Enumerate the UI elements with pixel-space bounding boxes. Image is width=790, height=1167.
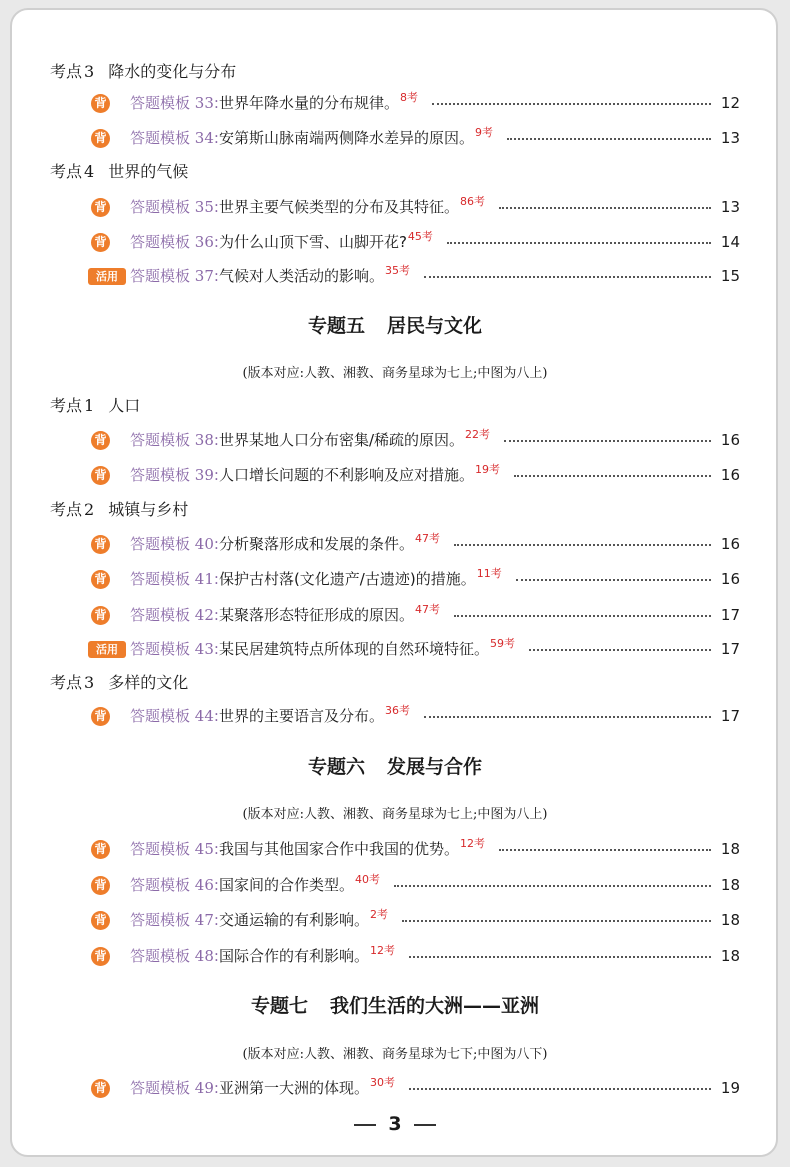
entry-text <box>130 1076 395 1102</box>
entry-title: 国际合作的有利影响。 <box>218 947 369 965</box>
page-ref: 15 <box>720 267 740 285</box>
leader-dots <box>507 138 711 140</box>
topic-number: 专题五 <box>307 315 365 337</box>
template-word: 答题模板 <box>130 535 191 553</box>
section-label: 考点 <box>50 396 83 415</box>
entry-title: 安第斯山脉南端两侧降水差异的原因。 <box>218 129 474 147</box>
template-word: 答题模板 <box>130 267 191 285</box>
topic-name: 居民与文化 <box>387 315 483 337</box>
exam-count: 36考 <box>384 704 410 717</box>
exam-count: 12考 <box>459 837 485 850</box>
section-heading <box>0 394 790 418</box>
template-label: 答题模板 48: <box>130 947 219 965</box>
entry-title: 我国与其他国家合作中我国的优势。 <box>218 840 459 858</box>
recite-badge: 背 <box>91 707 110 726</box>
page-ref: 18 <box>720 840 740 858</box>
section-name: 多样的文化 <box>108 673 189 692</box>
entry-title: 交通运输的有利影响。 <box>218 911 369 929</box>
template-word: 答题模板 <box>130 911 191 929</box>
entry-title: 某民居建筑特点所体现的自然环境特征。 <box>218 640 489 658</box>
template-word: 答题模板 <box>130 129 191 147</box>
page-ref: 17 <box>720 606 740 624</box>
section-number: 1 <box>84 396 95 415</box>
section-number: 4 <box>84 162 95 181</box>
leader-dots <box>424 716 711 718</box>
template-number: 45 <box>194 840 214 858</box>
page-ref: 18 <box>720 911 740 929</box>
entry-text <box>130 230 433 256</box>
template-word: 答题模板 <box>130 606 191 624</box>
section-heading-text <box>50 498 188 522</box>
page-ref: 16 <box>720 535 740 553</box>
entry-text <box>130 603 440 629</box>
toc-entry[interactable] <box>0 944 790 968</box>
toc-entry[interactable] <box>0 91 790 115</box>
recite-badge: 背 <box>91 1079 110 1098</box>
exam-count: 8考 <box>399 91 418 104</box>
page-ref: 16 <box>720 431 740 449</box>
page-ref: 18 <box>720 947 740 965</box>
template-label: 答题模板 45: <box>130 840 219 858</box>
leader-dots <box>432 103 711 105</box>
template-number: 46 <box>194 876 214 894</box>
section-name: 降水的变化与分布 <box>108 62 237 81</box>
template-word: 答题模板 <box>130 466 191 484</box>
entry-text <box>130 91 418 117</box>
template-number: 36 <box>194 233 214 251</box>
template-label: 答题模板 43: <box>130 640 219 658</box>
leader-dots <box>409 956 711 958</box>
recite-badge: 背 <box>91 233 110 252</box>
template-word: 答题模板 <box>130 876 191 894</box>
entry-text <box>130 428 490 454</box>
entry-text <box>130 264 410 290</box>
exam-count: 35考 <box>384 264 410 277</box>
exam-count: 19考 <box>474 463 500 476</box>
page-ref: 17 <box>720 707 740 725</box>
entry-title: 保护古村落(文化遗产/古遗迹)的措施。 <box>218 570 476 588</box>
toc-entry[interactable] <box>0 603 790 627</box>
entry-text <box>130 873 380 899</box>
entry-title: 气候对人类活动的影响。 <box>218 267 384 285</box>
page-ref: 13 <box>720 129 740 147</box>
template-number: 34 <box>194 129 214 147</box>
section-heading <box>0 671 790 695</box>
leader-dots <box>409 1088 711 1090</box>
toc-entry[interactable] <box>0 195 790 219</box>
section-heading <box>0 160 790 184</box>
entry-text <box>130 837 485 863</box>
template-label: 答题模板 36: <box>130 233 219 251</box>
template-word: 答题模板 <box>130 431 191 449</box>
template-number: 48 <box>194 947 214 965</box>
entry-text <box>130 637 515 663</box>
version-note: (版本对应:人教、湘教、商务星球为七上;中图为八上) <box>242 366 548 381</box>
exam-count: 11考 <box>476 567 502 580</box>
entry-title: 人口增长问题的不利影响及应对措施。 <box>218 466 474 484</box>
toc-entry[interactable] <box>0 704 790 728</box>
recite-badge: 背 <box>91 876 110 895</box>
template-word: 答题模板 <box>130 1079 191 1097</box>
entry-text <box>130 126 493 152</box>
section-heading <box>0 60 790 84</box>
page-ref: 12 <box>720 94 740 112</box>
page-ref: 13 <box>720 198 740 216</box>
template-word: 答题模板 <box>130 570 191 588</box>
template-word: 答题模板 <box>130 640 191 658</box>
exam-count: 86考 <box>459 195 485 208</box>
template-label: 答题模板 39: <box>130 466 219 484</box>
entry-title: 世界主要气候类型的分布及其特征。 <box>218 198 459 216</box>
apply-badge: 活用 <box>88 268 126 285</box>
entry-text <box>130 463 500 489</box>
section-heading-text <box>50 60 236 84</box>
exam-count: 45考 <box>407 230 433 243</box>
topic-title <box>0 312 790 340</box>
leader-dots <box>499 849 711 851</box>
toc-entry[interactable] <box>0 873 790 897</box>
entry-text <box>130 944 395 970</box>
entry-title: 国家间的合作类型。 <box>218 876 354 894</box>
template-label: 答题模板 34: <box>130 129 219 147</box>
template-number: 39 <box>194 466 214 484</box>
toc-entry[interactable] <box>0 908 790 932</box>
recite-badge: 背 <box>91 94 110 113</box>
leader-dots <box>529 649 711 651</box>
exam-count: 22考 <box>465 428 491 441</box>
toc-entry[interactable] <box>0 637 790 661</box>
template-number: 47 <box>194 911 214 929</box>
page-ref: 14 <box>720 233 740 251</box>
recite-badge: 背 <box>91 431 110 450</box>
toc-entry[interactable] <box>0 126 790 150</box>
entry-title: 分析聚落形成和发展的条件。 <box>218 535 414 553</box>
template-label: 答题模板 37: <box>130 267 219 285</box>
entry-title: 某聚落形态特征形成的原因。 <box>218 606 414 624</box>
leader-dots <box>499 207 711 209</box>
template-number: 43 <box>194 640 214 658</box>
template-word: 答题模板 <box>130 198 191 216</box>
section-number: 3 <box>84 673 95 692</box>
page-ref: 16 <box>720 466 740 484</box>
leader-dots <box>447 242 711 244</box>
apply-badge: 活用 <box>88 641 126 658</box>
toc-entry[interactable] <box>0 532 790 556</box>
leader-dots <box>454 544 711 546</box>
entry-title: 亚洲第一大洲的体现。 <box>218 1079 369 1097</box>
exam-count: 40考 <box>354 873 380 886</box>
section-name: 世界的气候 <box>108 162 189 181</box>
topic-number: 专题七 <box>250 995 308 1017</box>
template-label: 答题模板 41: <box>130 570 219 588</box>
template-number: 38 <box>194 431 214 449</box>
template-label: 答题模板 35: <box>130 198 219 216</box>
template-label: 答题模板 40: <box>130 535 219 553</box>
topic-name: 我们生活的大洲——亚洲 <box>330 995 540 1017</box>
template-word: 答题模板 <box>130 233 191 251</box>
topic-title <box>0 992 790 1020</box>
exam-count: 9考 <box>474 126 493 139</box>
leader-dots <box>516 579 711 581</box>
section-label: 考点 <box>50 162 83 181</box>
template-number: 49 <box>194 1079 214 1097</box>
leader-dots <box>514 475 711 477</box>
template-label: 答题模板 47: <box>130 911 219 929</box>
section-label: 考点 <box>50 62 83 81</box>
page-ref: 19 <box>720 1079 740 1097</box>
entry-title: 世界的主要语言及分布。 <box>218 707 384 725</box>
toc-entry[interactable] <box>0 567 790 591</box>
entry-title: 世界年降水量的分布规律。 <box>218 94 399 112</box>
topic-title <box>0 753 790 781</box>
section-heading-text <box>50 394 140 418</box>
exam-count: 47考 <box>414 603 440 616</box>
entry-title: 为什么山顶下雪、山脚开花? <box>218 233 407 251</box>
template-number: 41 <box>194 570 214 588</box>
entry-text <box>130 195 485 221</box>
recite-badge: 背 <box>91 911 110 930</box>
recite-badge: 背 <box>91 606 110 625</box>
template-label: 答题模板 33: <box>130 94 219 112</box>
toc-entry[interactable] <box>0 837 790 861</box>
entry-text <box>130 704 410 730</box>
section-name: 城镇与乡村 <box>108 500 189 519</box>
section-number: 2 <box>84 500 95 519</box>
recite-badge: 背 <box>91 466 110 485</box>
section-heading-text <box>50 160 188 184</box>
recite-badge: 背 <box>91 947 110 966</box>
exam-count: 12考 <box>369 944 395 957</box>
leader-dots <box>424 276 711 278</box>
topic-number: 专题六 <box>307 756 365 778</box>
page-ref: 17 <box>720 640 740 658</box>
leader-dots <box>454 615 711 617</box>
template-label: 答题模板 46: <box>130 876 219 894</box>
topic-name: 发展与合作 <box>387 756 483 778</box>
template-word: 答题模板 <box>130 947 191 965</box>
exam-count: 30考 <box>369 1076 395 1089</box>
entry-text <box>130 532 440 558</box>
version-note: (版本对应:人教、湘教、商务星球为七上;中图为八上) <box>242 807 548 822</box>
section-label: 考点 <box>50 673 83 692</box>
page-ref: 18 <box>720 876 740 894</box>
section-number: 3 <box>84 62 95 81</box>
page-number: 3 <box>0 1111 790 1137</box>
recite-badge: 背 <box>91 198 110 217</box>
template-number: 44 <box>194 707 214 725</box>
template-number: 35 <box>194 198 214 216</box>
entry-title: 世界某地人口分布密集/稀疏的原因。 <box>218 431 465 449</box>
section-heading-text <box>50 671 188 695</box>
toc-entry[interactable] <box>0 428 790 452</box>
leader-dots <box>394 885 711 887</box>
toc-entry[interactable] <box>0 1076 790 1100</box>
entry-text <box>130 567 502 593</box>
leader-dots <box>402 920 711 922</box>
toc-entry[interactable] <box>0 264 790 288</box>
exam-count: 47考 <box>414 532 440 545</box>
page-ref: 16 <box>720 570 740 588</box>
section-label: 考点 <box>50 500 83 519</box>
template-number: 40 <box>194 535 214 553</box>
section-heading <box>0 498 790 522</box>
template-number: 37 <box>194 267 214 285</box>
toc-entry[interactable] <box>0 463 790 487</box>
section-name: 人口 <box>108 396 141 415</box>
template-number: 33 <box>194 94 214 112</box>
recite-badge: 背 <box>91 129 110 148</box>
recite-badge: 背 <box>91 570 110 589</box>
template-label: 答题模板 44: <box>130 707 219 725</box>
toc-entry[interactable] <box>0 230 790 254</box>
template-word: 答题模板 <box>130 707 191 725</box>
template-word: 答题模板 <box>130 840 191 858</box>
template-word: 答题模板 <box>130 94 191 112</box>
template-label: 答题模板 49: <box>130 1079 219 1097</box>
exam-count: 2考 <box>369 908 388 921</box>
recite-badge: 背 <box>91 535 110 554</box>
version-note: (版本对应:人教、湘教、商务星球为七下;中图为八下) <box>242 1047 548 1062</box>
template-label: 答题模板 42: <box>130 606 219 624</box>
leader-dots <box>504 440 711 442</box>
recite-badge: 背 <box>91 840 110 859</box>
entry-text <box>130 908 388 934</box>
template-label: 答题模板 38: <box>130 431 219 449</box>
template-number: 42 <box>194 606 214 624</box>
exam-count: 59考 <box>489 637 515 650</box>
